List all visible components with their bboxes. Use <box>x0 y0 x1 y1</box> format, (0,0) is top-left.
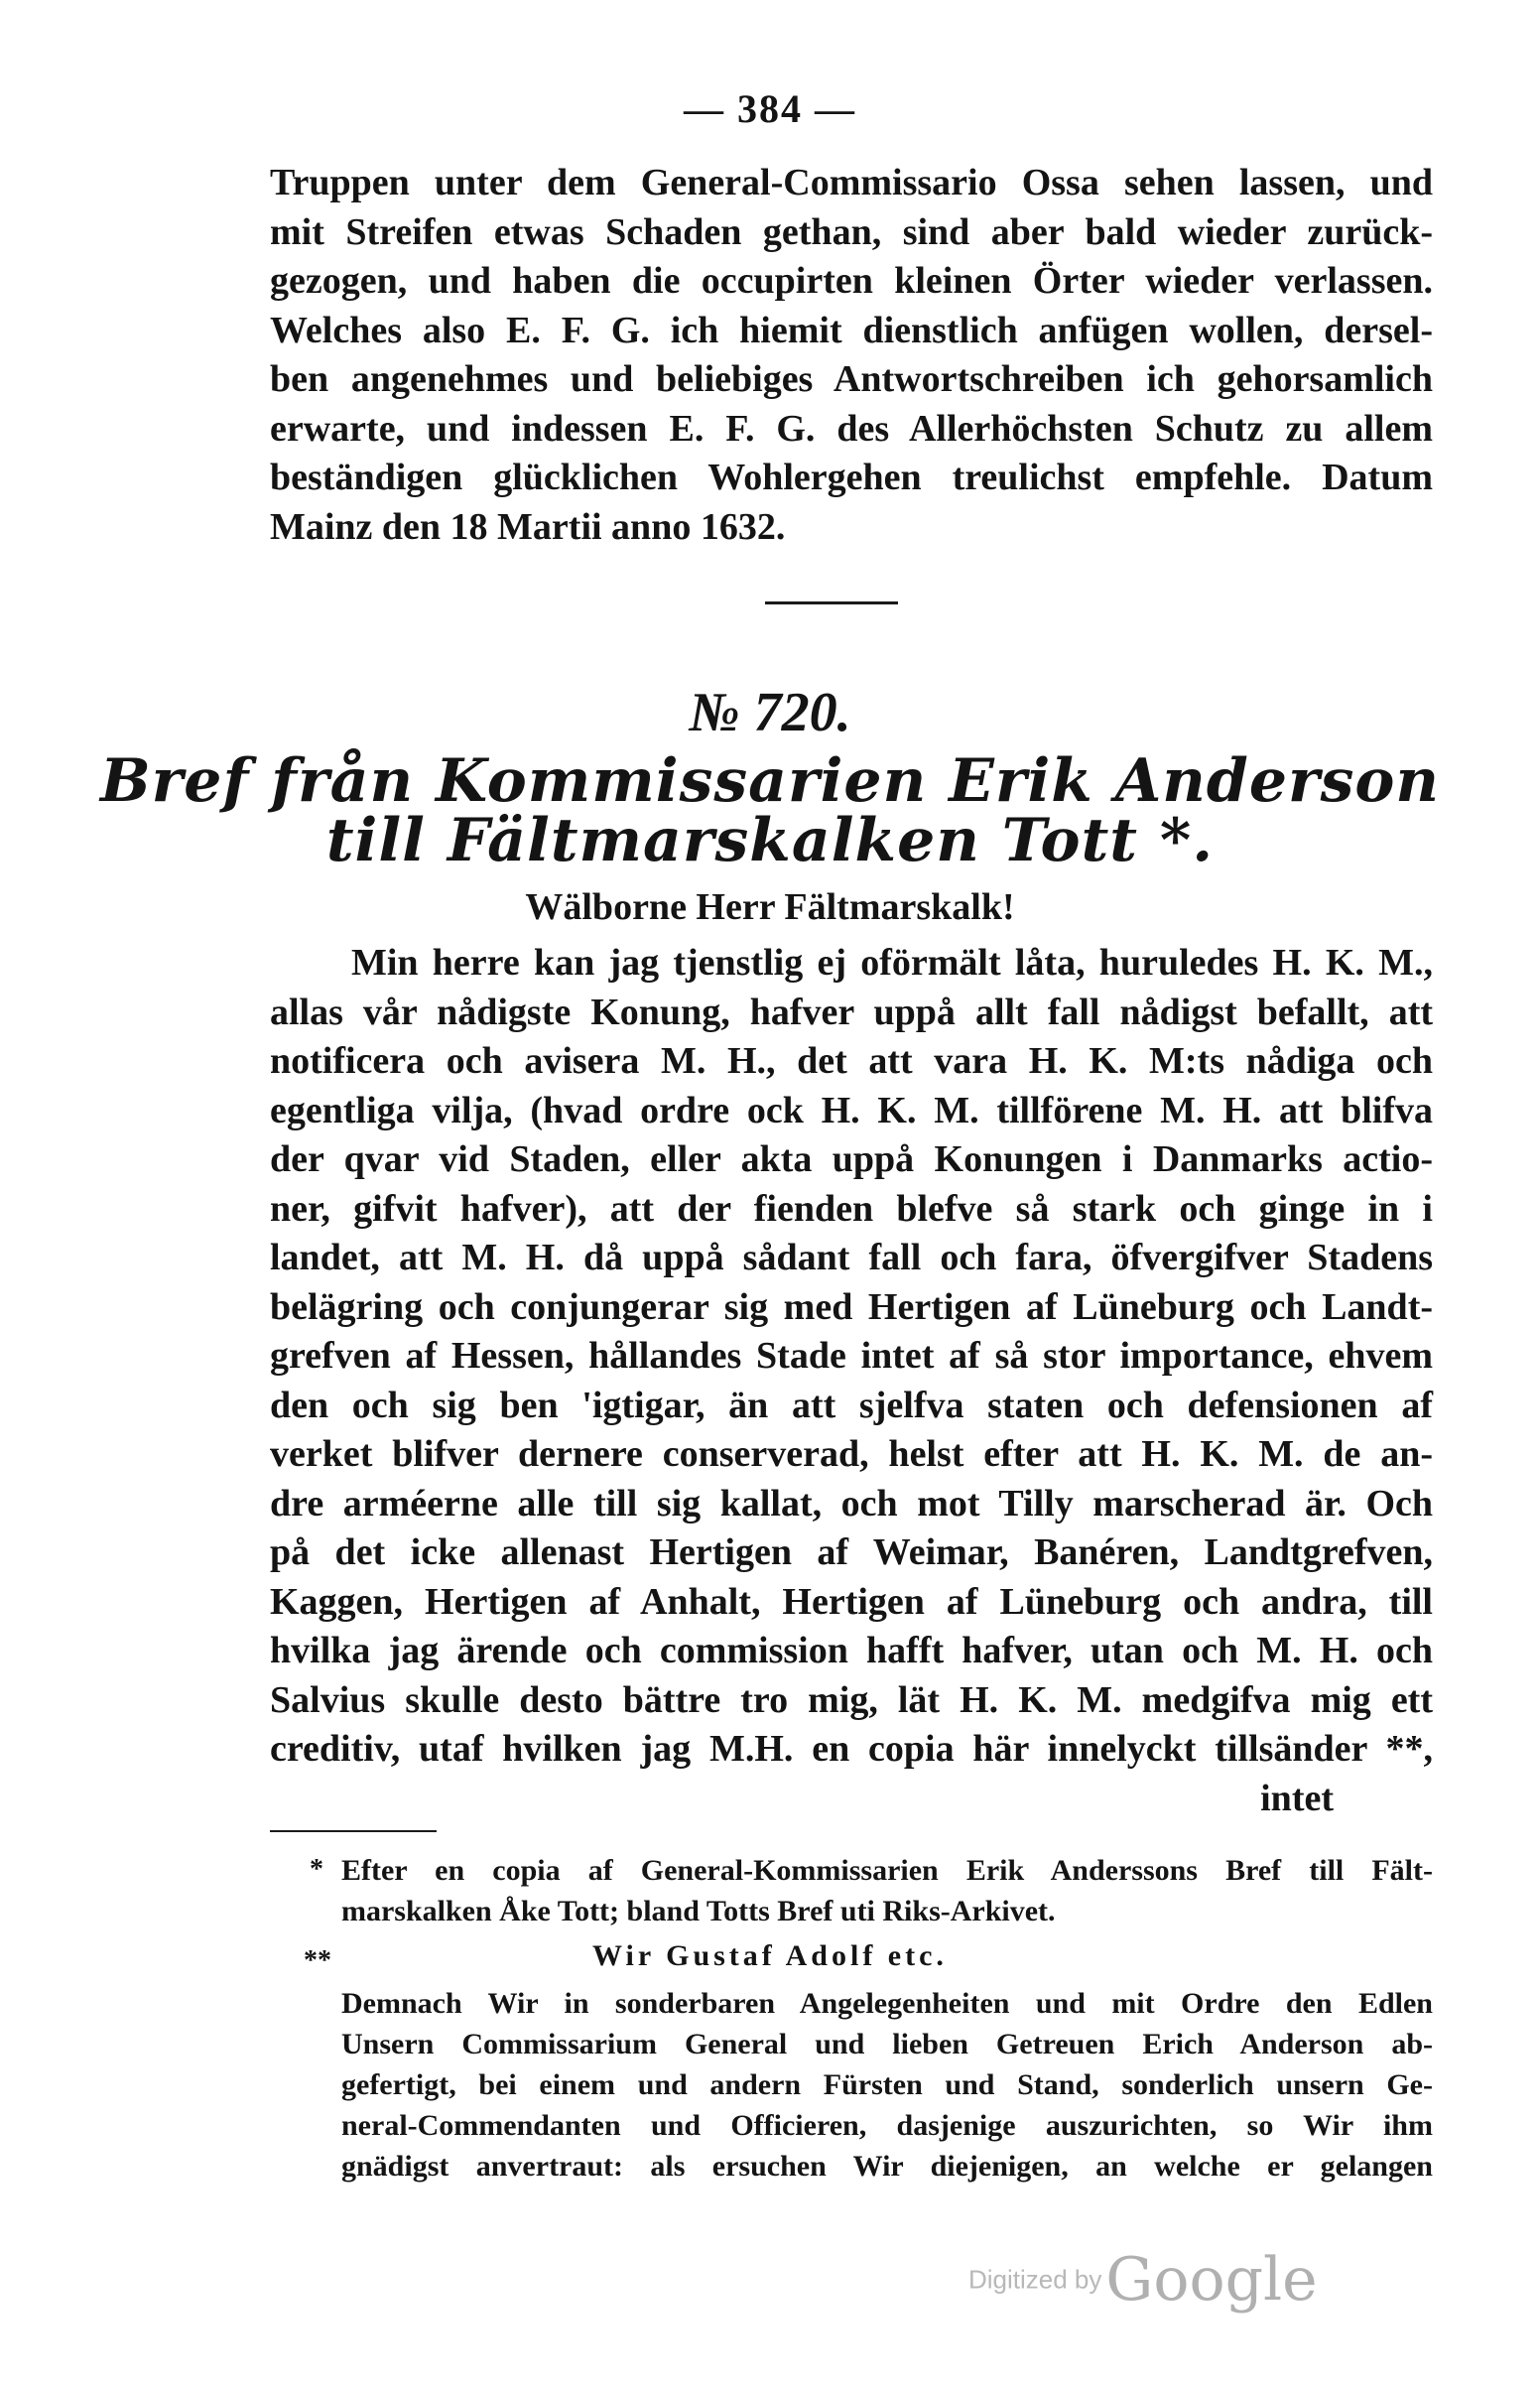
letter-heading-line1: Bref från Kommissarien Erik Anderson <box>99 746 1441 816</box>
text-line: notificera och avisera M. H., det att vara H. K. M:ts nådiga och <box>270 1040 1433 1082</box>
text-line: Welches also E. F. G. ich hiemit dienstlich anfügen wollen, dersel- <box>270 309 1433 351</box>
digitized-watermark <box>968 2245 1318 2315</box>
google-logo: Google <box>1105 2245 1318 2315</box>
text-line: grefven af Hessen, hållandes Stade intet af så stor importance, ehvem <box>270 1335 1433 1377</box>
salutation: Wälborne Herr Fältmarskalk! <box>525 886 1015 928</box>
footnote-line: neral-Commendanten und Officieren, dasjenige auszurichten, so Wir ihm <box>341 2109 1433 2142</box>
text-line: der qvar vid Staden, eller akta uppå Konungen i Danmarks actio- <box>270 1138 1433 1180</box>
page-number: — 384 — <box>684 86 856 131</box>
catchword: intet <box>1260 1777 1334 1819</box>
top-paragraph <box>270 159 1433 552</box>
watermark-prefix: Digitized by <box>968 2264 1102 2295</box>
text-line: Truppen unter dem General-Commissario Ossa sehen lassen, und <box>270 162 1433 203</box>
footnote1-cont <box>341 1891 1433 1931</box>
text-line: egentliga vilja, (hvad ordre ock H. K. M. tillförene M. H. att blifva <box>270 1089 1433 1131</box>
footnote-line: Efter en copia af General-Kommissarien Erik Anderssons Bref till Fält- <box>341 1854 1433 1887</box>
footnote-divider <box>270 1830 437 1832</box>
text-line: Min herre kan jag tjenstlig ej oförmält låta, huruledes H. K. M., <box>351 942 1433 984</box>
footnote2 <box>341 1983 1433 2187</box>
text-line: hvilka jag ärende och commission hafft hafver, utan och M. H. och <box>270 1630 1433 1671</box>
text-line: Kaggen, Hertigen af Anhalt, Hertigen af Lüneburg och andra, till <box>270 1580 1433 1623</box>
footnote2-marker: ** <box>304 1945 331 1976</box>
text-line: gezogen, und haben die occupirten kleinen Örter wieder verlassen. <box>270 260 1433 302</box>
letter-body <box>270 939 1433 1823</box>
footnote1 <box>341 1850 1433 1891</box>
text-line: verket blifver dernere conserverad, helst efter att H. K. M. de an- <box>270 1433 1433 1475</box>
document-number: № 720. <box>689 682 851 743</box>
section-divider <box>765 601 898 604</box>
text-line: allas vår nådigste Konung, hafver uppå allt fall nådigst befallt, att <box>270 991 1433 1033</box>
text-line: creditiv, utaf hvilken jag M.H. en copia här innelyckt tillsänder **, <box>270 1728 1433 1770</box>
footnote-line: gefertigt, bei einem und andern Fürsten und Stand, sonderlich unsern Ge- <box>341 2068 1433 2101</box>
text-line: mit Streifen etwas Schaden gethan, sind aber bald wieder zurück- <box>270 210 1433 253</box>
text-line: Salvius skulle desto bättre tro mig, lät H. K. M. medgifva mig ett <box>270 1678 1433 1721</box>
footnote2-title: Wir Gustaf Adolf etc. <box>592 1939 948 1972</box>
text-line: erwarte, und indessen E. F. G. des Allerhöchsten Schutz zu allem <box>270 407 1433 450</box>
text-line: den och sig ben 'igtigar, än att sjelfva staten och defensionen af <box>270 1384 1433 1426</box>
text-line: landet, att M. H. då uppå sådant fall och fara, öfvergifver Stadens <box>270 1237 1433 1278</box>
text-line: ben angenehmes und beliebiges Antwortschreiben ich gehorsamlich <box>270 358 1433 400</box>
text-line: ner, gifvit hafver), att der fienden blefve så stark och ginge in i <box>270 1187 1433 1230</box>
text-line: dre arméerne alle till sig kallat, och mot Tilly marscherad är. Och <box>270 1482 1433 1525</box>
text-line: belägring och conjungerar sig med Hertigen af Lüneburg och Landt- <box>270 1285 1433 1328</box>
footnote-line: marskalken Åke Tott; bland Totts Bref uti Riks-Arkivet. <box>341 1895 1056 1927</box>
footnote-line: Demnach Wir in sonderbaren Angelegenheiten und mit Ordre den Edlen <box>341 1987 1433 2020</box>
text-line: på det icke allenast Hertigen af Weimar, Banéren, Landtgrefven, <box>270 1531 1433 1573</box>
text-line: beständigen glücklichen Wohlergehen treulichst empfehle. Datum <box>270 457 1433 498</box>
letter-heading-line2: till Fältmarskalken Tott *. <box>325 806 1215 875</box>
footnote-line: gnädigst anvertraut: als ersuchen Wir diejenigen, an welche er gelangen <box>341 2150 1433 2183</box>
footnote-line: Unsern Commissarium General und lieben Getreuen Erich Anderson ab- <box>341 2028 1433 2060</box>
footnote1-marker: * <box>310 1854 323 1885</box>
text-line: Mainz den 18 Martii anno 1632. <box>270 505 786 548</box>
